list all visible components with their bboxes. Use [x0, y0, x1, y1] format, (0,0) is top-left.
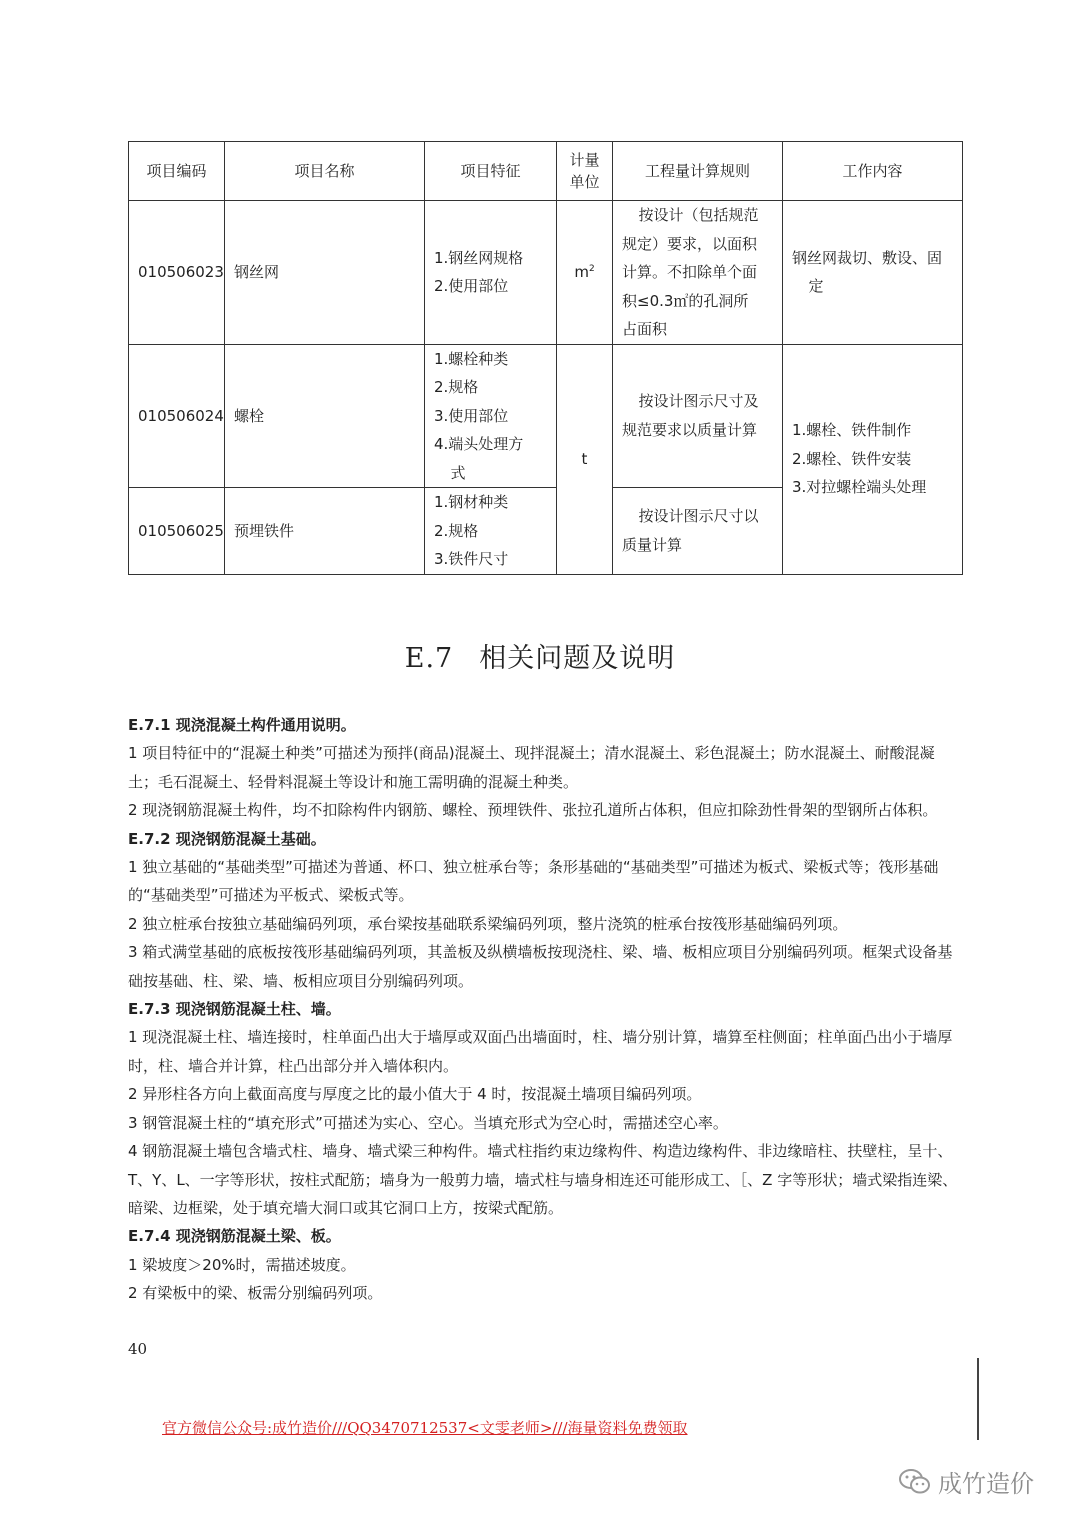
item-unit: t [557, 344, 613, 574]
feature-line: 2.使用部位 [434, 277, 509, 296]
header-code: 项目编码 [129, 142, 225, 201]
unit-text: m [574, 263, 589, 281]
subsection-heading: E.7.3 现浇钢筋混凝土柱、墙。 [128, 1000, 341, 1019]
note-paragraph: 3 箱式满堂基础的底板按筏形基础编码列项，其盖板及纵横墙板按现浇柱、梁、墙、板相应项目分别编码列项。框架式设备基础按基础、柱、梁、墙、板相应项目分别编码列项。 [128, 943, 953, 990]
subsection-heading: E.7.2 现浇钢筋混凝土基础。 [128, 829, 326, 848]
work-line: 钢丝网裁切、敷设、固 [792, 248, 943, 267]
feature-line: 式 [450, 463, 466, 482]
item-features [425, 201, 557, 345]
section-title [0, 636, 1080, 675]
subsection-heading: E.7.4 现浇钢筋混凝土梁、板。 [128, 1227, 341, 1246]
item-code: 010506025 [129, 488, 225, 575]
rule-line: 按设计图示尺寸以 [638, 507, 759, 526]
work-line: 3.对拉螺栓端头处理 [792, 478, 927, 497]
note-paragraph: 2 独立桩承台按独立基础编码列项，承台梁按基础联系梁编码列项，整片浇筑的桩承台按筏形基础编码列项。 [128, 914, 848, 933]
note-paragraph: 1 现浇混凝土柱、墙连接时，柱单面凸出大于墙厚或双面凸出墙面时，柱、墙分别计算，墙算至柱侧面；柱单面凸出小于墙厚时，柱、墙合并计算，柱凸出部分并入墙体积内。 [128, 1028, 953, 1075]
item-code: 010506024 [129, 344, 225, 488]
note-paragraph: 2 现浇钢筋混凝土构件，均不扣除构件内钢筋、螺栓、预埋铁件、张拉孔道所占体积，但应扣除劲性骨架的型钢所占体积。 [128, 801, 938, 820]
item-work [783, 201, 963, 345]
rule-line: 积≤0.3㎡的孔洞所 [622, 291, 749, 310]
table-header-row [129, 142, 963, 201]
feature-line: 3.铁件尺寸 [434, 550, 509, 568]
item-rule [613, 344, 783, 488]
item-rule [613, 201, 783, 345]
rule-line: 占面积 [622, 320, 668, 338]
table-row [129, 344, 963, 488]
feature-line: 4.端头处理方 [434, 435, 524, 453]
rule-line: 按设计（包括规范 [638, 206, 759, 224]
item-name: 螺栓 [225, 344, 425, 488]
note-paragraph: 4 钢筋混凝土墙包含墙式柱、墙身、墙式梁三种构件。墙式柱指约束边缘构件、构造边缘构件、非边缘暗柱、扶壁柱，呈十、T、Y、L、一字等形状，按柱式配筋；墙身为一般剪力墙，墙式柱与墙身相连还可能形成工、［、Z 字等形状；墙式梁指连梁、暗梁、边框梁，处于填充墙大洞口或其它洞口上方，按梁式配筋。 [128, 1142, 958, 1217]
feature-line: 1.钢丝网规格 [434, 248, 524, 267]
feature-line: 2.规格 [434, 378, 479, 396]
feature-line: 2.规格 [434, 521, 479, 540]
header-unit: 计量 单位 [557, 142, 613, 201]
subsection-heading: E.7.1 现浇混凝土构件通用说明。 [128, 716, 356, 734]
header-rule: 工程量计算规则 [613, 142, 783, 201]
bill-table [128, 141, 963, 575]
watermark-text: 成竹造价 [938, 1470, 1034, 1498]
header-name: 项目名称 [225, 142, 425, 201]
unit-superscript: 2 [588, 264, 595, 274]
work-line: 2.螺栓、铁件安装 [792, 449, 912, 468]
work-line: 定 [808, 277, 824, 296]
work-line: 1.螺栓、铁件制作 [792, 421, 912, 440]
note-paragraph: 1 梁坡度＞20%时，需描述坡度。 [128, 1255, 356, 1274]
rule-line: 规定）要求，以面积 [622, 234, 758, 253]
feature-line: 3.使用部位 [434, 406, 509, 425]
feature-line: 1.螺栓种类 [434, 349, 509, 368]
rule-line: 规范要求以质量计算 [622, 420, 758, 439]
note-paragraph: 2 异形柱各方向上截面高度与厚度之比的最小值大于 4 时，按混凝土墙项目编码列项。 [128, 1085, 702, 1104]
page-number: 40 [128, 1340, 148, 1358]
header-features: 项目特征 [425, 142, 557, 201]
item-features [425, 344, 557, 488]
promo-link[interactable]: 官方微信公众号:成竹造价///QQ3470712537<文雯老师>///海量资料免费领取 [162, 1419, 688, 1437]
table-row [129, 201, 963, 345]
section-number: E.7 [404, 643, 454, 674]
note-paragraph: 2 有梁板中的梁、板需分别编码列项。 [128, 1284, 383, 1303]
item-name: 预埋铁件 [225, 488, 425, 575]
margin-rule [977, 1358, 979, 1440]
note-paragraph: 1 独立基础的“基础类型”可描述为普通、杯口、独立桩承台等；条形基础的“基础类型”可描述为板式、梁板式等；筏形基础的“基础类型”可描述为平板式、梁板式等。 [128, 858, 939, 905]
item-rule [613, 488, 783, 575]
watermark [898, 1464, 1034, 1499]
header-work: 工作内容 [783, 142, 963, 201]
rule-line: 质量计算 [622, 535, 683, 554]
item-unit [557, 201, 613, 345]
rule-line: 按设计图示尺寸及 [638, 392, 759, 411]
wechat-icon [898, 1468, 932, 1496]
item-features [425, 488, 557, 575]
feature-line: 1.钢材种类 [434, 493, 509, 511]
item-work [783, 344, 963, 574]
item-name: 钢丝网 [225, 201, 425, 345]
section-heading: 相关问题及说明 [479, 643, 676, 674]
note-paragraph: 3 钢管混凝土柱的“填充形式”可描述为实心、空心。当填充形式为空心时，需描述空心率。 [128, 1113, 728, 1132]
note-paragraph: 1 项目特征中的“混凝土种类”可描述为预拌(商品)混凝土、现拌混凝土；清水混凝土、彩色混凝土；防水混凝土、耐酸混凝土；毛石混凝土、轻骨料混凝土等设计和施工需明确的混凝土种类。 [128, 744, 935, 791]
notes-body [128, 711, 964, 1308]
rule-line: 计算。不扣除单个面 [622, 263, 758, 281]
item-code: 010506023 [129, 201, 225, 345]
